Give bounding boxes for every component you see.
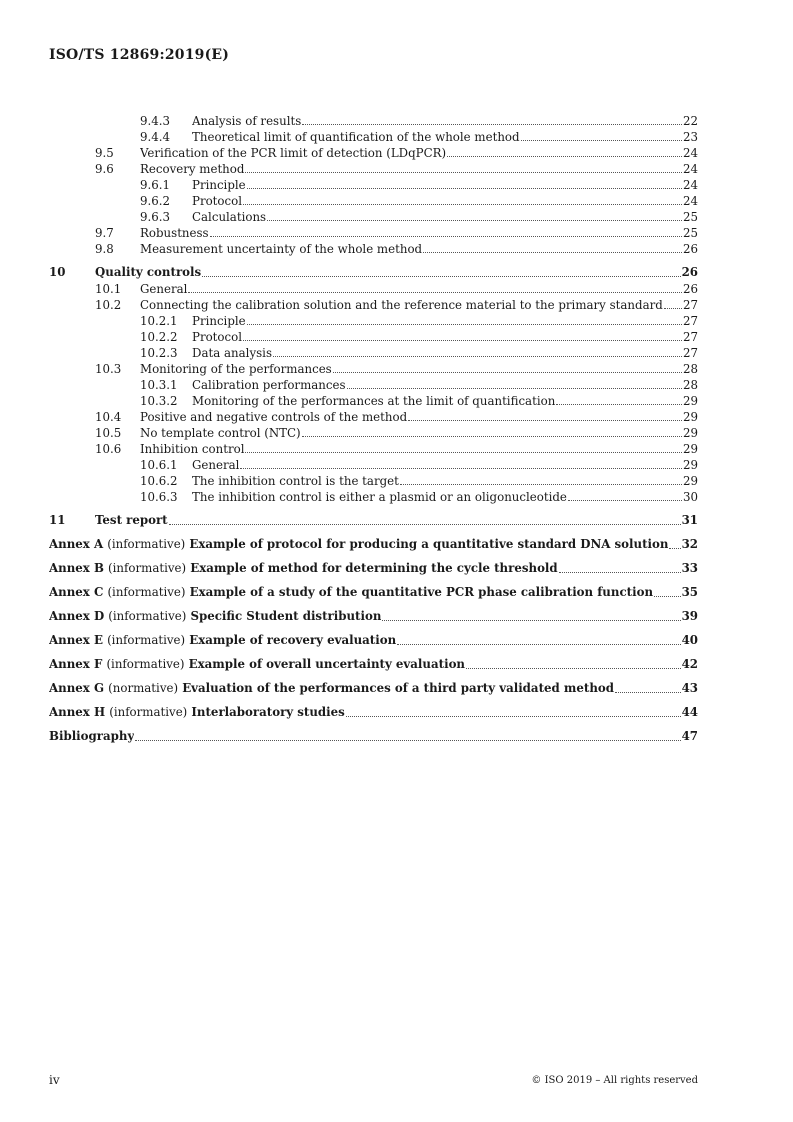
annex-heading <box>49 655 465 673</box>
document-id: ISO/TS 12869:2019(E) <box>49 47 230 63</box>
toc-entry-page: 26 <box>681 265 698 279</box>
annex-heading <box>49 583 653 601</box>
toc-annex[interactable] <box>49 655 698 673</box>
toc-leader-dots <box>273 355 682 357</box>
toc-entry-page: 25 <box>682 226 698 240</box>
toc-entry-page: 31 <box>681 513 698 527</box>
toc-entry-title: Connecting the calibration solution and the reference material to the primary standard <box>140 298 663 312</box>
annex-title: Evaluation of the performances of a third party validated method <box>182 681 615 695</box>
toc-entry-page: 24 <box>682 194 698 208</box>
toc-entry[interactable] <box>49 361 698 377</box>
toc-leader-dots <box>664 307 682 309</box>
toc-entry[interactable] <box>49 441 698 457</box>
toc-leader-dots <box>408 419 682 421</box>
toc-entry-title: No template control (NTC) <box>140 426 301 440</box>
annex-title: Interlaboratory studies <box>191 705 345 719</box>
toc-entry-title: Data analysis <box>192 346 272 360</box>
toc-leader-dots <box>243 339 682 341</box>
toc-annex[interactable] <box>49 631 698 649</box>
toc-entry[interactable] <box>49 297 698 313</box>
toc-entry-number: 9.4.3 <box>140 114 171 128</box>
toc-entry-title: Principle <box>192 314 246 328</box>
bibliography-title: Bibliography <box>49 729 135 743</box>
toc-entry-number: 9.4.4 <box>140 130 171 144</box>
toc-entry[interactable] <box>49 241 698 257</box>
toc-entry-page: 29 <box>682 394 698 408</box>
toc-entry[interactable] <box>49 377 698 393</box>
toc-entry-title: Inhibition control <box>140 442 245 456</box>
toc-entry-page: 22 <box>682 114 698 128</box>
toc-entry-page: 27 <box>682 346 698 360</box>
toc-entry[interactable] <box>49 209 698 225</box>
toc-entry[interactable] <box>49 193 698 209</box>
toc-entry-page: 29 <box>682 458 698 472</box>
toc-annex[interactable] <box>49 703 698 721</box>
annex-heading <box>49 679 614 697</box>
annex-label: Annex D <box>49 609 105 623</box>
toc-entry-title: The inhibition control is the target <box>192 474 399 488</box>
toc-leader-dots <box>240 467 682 469</box>
toc-entry-number: 9.7 <box>95 226 114 240</box>
annex-label: Annex A <box>49 537 104 551</box>
toc-leader-dots <box>135 739 680 741</box>
annex-label: Annex G <box>49 681 105 695</box>
annex-heading <box>49 559 558 577</box>
toc-entry-page: 24 <box>682 162 698 176</box>
toc-entry[interactable] <box>49 145 698 161</box>
toc-entry-page: 26 <box>682 242 698 256</box>
annex-heading <box>49 607 381 625</box>
toc-entry-page: 27 <box>682 330 698 344</box>
toc-entry[interactable] <box>49 281 698 297</box>
toc-entry-number: 10.3.2 <box>140 394 178 408</box>
annex-page: 39 <box>681 609 698 623</box>
page-number: iv <box>49 1073 60 1087</box>
toc-annex[interactable] <box>49 583 698 601</box>
toc-leader-dots <box>247 187 682 189</box>
toc-entry[interactable] <box>49 473 698 489</box>
annex-title: Example of recovery evaluation <box>189 633 397 647</box>
annex-kind: (informative) <box>108 609 187 623</box>
toc-entry-title: Test report <box>95 513 168 527</box>
toc-entry-number: 10.2.3 <box>140 346 178 360</box>
annex-kind: (informative) <box>109 705 188 719</box>
annex-label: Annex B <box>49 561 104 575</box>
toc-entry-title: General <box>192 458 240 472</box>
toc-leader-dots <box>247 323 682 325</box>
toc-entry-number: 10.2.2 <box>140 330 178 344</box>
annex-page: 43 <box>681 681 698 695</box>
toc-entry-number: 10.6.3 <box>140 490 178 504</box>
toc-entry-number: 10.2.1 <box>140 314 178 328</box>
toc-entry-title: Protocol <box>192 330 243 344</box>
annex-page: 33 <box>681 561 698 575</box>
annex-title: Example of a study of the quantitative PCR phase calibration function <box>189 585 654 599</box>
annex-heading <box>49 535 668 553</box>
annex-title: Example of method for determining the cycle threshold <box>190 561 558 575</box>
annex-title: Specific Student distribution <box>190 609 382 623</box>
toc-entry-title: Calibration performances <box>192 378 346 392</box>
toc-entry-page: 30 <box>682 490 698 504</box>
annex-kind: (informative) <box>106 657 185 671</box>
toc-entry-title: Robustness <box>140 226 209 240</box>
annex-kind: (informative) <box>107 633 186 647</box>
toc-entry[interactable] <box>49 313 698 329</box>
toc-entry-page: 27 <box>682 314 698 328</box>
toc-bibliography[interactable] <box>49 727 698 745</box>
annex-page: 35 <box>681 585 698 599</box>
toc-entry-title: Monitoring of the performances <box>140 362 332 376</box>
toc-entry[interactable] <box>49 425 698 441</box>
annex-title: Example of overall uncertainty evaluation <box>188 657 466 671</box>
toc-entry-title: Recovery method <box>140 162 245 176</box>
toc-annex[interactable] <box>49 679 698 697</box>
toc-leader-dots <box>615 691 681 693</box>
toc-entry-title: Measurement uncertainty of the whole method <box>140 242 423 256</box>
annex-kind: (normative) <box>108 681 179 695</box>
toc-leader-dots <box>397 643 680 645</box>
toc-entry-title: Positive and negative controls of the method <box>140 410 408 424</box>
toc-entry[interactable] <box>49 161 698 177</box>
toc-entry-page: 23 <box>682 130 698 144</box>
toc-entry-number: 10.3 <box>95 362 122 376</box>
toc-entry-page: 29 <box>682 442 698 456</box>
toc-leader-dots <box>210 235 682 237</box>
toc-entry[interactable] <box>49 129 698 145</box>
toc-leader-dots <box>669 547 680 549</box>
toc-entry-number: 9.6.2 <box>140 194 171 208</box>
table-of-contents <box>49 113 698 745</box>
toc-entry-number: 10.6 <box>95 442 122 456</box>
annex-label: Annex E <box>49 633 103 647</box>
annex-heading <box>49 703 345 721</box>
toc-entry-number: 10.6.1 <box>140 458 178 472</box>
toc-entry-page: 24 <box>682 146 698 160</box>
toc-entry[interactable] <box>49 225 698 241</box>
toc-entry-page: 28 <box>682 362 698 376</box>
toc-entry[interactable] <box>49 345 698 361</box>
toc-entry-number: 9.8 <box>95 242 114 256</box>
toc-leader-dots <box>188 291 682 293</box>
toc-leader-dots <box>556 403 682 405</box>
toc-entry-page: 28 <box>682 378 698 392</box>
annex-kind: (informative) <box>107 585 186 599</box>
annex-page: 44 <box>681 705 698 719</box>
toc-entry-number: 11 <box>49 513 66 527</box>
toc-leader-dots <box>302 435 682 437</box>
annex-label: Annex C <box>49 585 104 599</box>
toc-clause[interactable] <box>49 511 698 529</box>
toc-entry[interactable] <box>49 113 698 129</box>
toc-leader-dots <box>245 171 682 173</box>
toc-entry-title: Analysis of results <box>192 114 302 128</box>
annex-page: 32 <box>681 537 698 551</box>
toc-entry-number: 10.3.1 <box>140 378 178 392</box>
toc-entry-title: General <box>140 282 188 296</box>
toc-leader-dots <box>169 523 681 525</box>
toc-entry-number: 10.1 <box>95 282 122 296</box>
toc-leader-dots <box>346 715 681 717</box>
toc-entry-page: 29 <box>682 426 698 440</box>
toc-entry-title: Quality controls <box>95 265 202 279</box>
toc-entry[interactable] <box>49 409 698 425</box>
toc-annex[interactable] <box>49 607 698 625</box>
toc-leader-dots <box>382 619 680 621</box>
copyright-notice: © ISO 2019 – All rights reserved <box>531 1075 698 1086</box>
toc-entry-title: Protocol <box>192 194 243 208</box>
toc-leader-dots <box>302 123 682 125</box>
toc-entry-page: 29 <box>682 410 698 424</box>
toc-entry-page: 27 <box>682 298 698 312</box>
annex-kind: (informative) <box>107 537 186 551</box>
annex-label: Annex F <box>49 657 103 671</box>
toc-entry[interactable] <box>49 177 698 193</box>
toc-annex[interactable] <box>49 559 698 577</box>
toc-leader-dots <box>568 499 682 501</box>
toc-entry-page: 29 <box>682 474 698 488</box>
toc-entry-number: 10.6.2 <box>140 474 178 488</box>
toc-entry[interactable] <box>49 329 698 345</box>
toc-entry-title: The inhibition control is either a plasmid or an oligonucleotide <box>192 490 567 504</box>
toc-entry-number: 10 <box>49 265 66 279</box>
toc-entry-page: 26 <box>682 282 698 296</box>
toc-leader-dots <box>466 667 681 669</box>
annex-kind: (informative) <box>108 561 187 575</box>
annex-heading <box>49 631 396 649</box>
toc-entry-number: 10.4 <box>95 410 122 424</box>
toc-leader-dots <box>333 371 682 373</box>
toc-leader-dots <box>447 155 682 157</box>
toc-leader-dots <box>245 451 682 453</box>
toc-entry[interactable] <box>49 457 698 473</box>
toc-entry-number: 9.5 <box>95 146 114 160</box>
toc-leader-dots <box>423 251 682 253</box>
toc-entry[interactable] <box>49 393 698 409</box>
annex-page: 40 <box>681 633 698 647</box>
toc-leader-dots <box>267 219 682 221</box>
bibliography-page: 47 <box>681 729 698 743</box>
toc-entry-title: Principle <box>192 178 246 192</box>
annex-title: Example of protocol for producing a quantitative standard DNA solution <box>189 537 669 551</box>
annex-page: 42 <box>681 657 698 671</box>
toc-leader-dots <box>243 203 682 205</box>
toc-leader-dots <box>521 139 682 141</box>
toc-leader-dots <box>202 275 680 277</box>
toc-entry-number: 10.2 <box>95 298 122 312</box>
toc-entry-title: Calculations <box>192 210 267 224</box>
toc-leader-dots <box>400 483 682 485</box>
toc-entry[interactable] <box>49 489 698 505</box>
toc-entry-title: Theoretical limit of quantification of the whole method <box>192 130 520 144</box>
toc-entry-page: 24 <box>682 178 698 192</box>
toc-entry-number: 9.6.3 <box>140 210 171 224</box>
toc-leader-dots <box>347 387 682 389</box>
toc-entry-title: Monitoring of the performances at the limit of quantification <box>192 394 556 408</box>
toc-clause[interactable] <box>49 263 698 281</box>
toc-entry-number: 9.6 <box>95 162 114 176</box>
toc-leader-dots <box>559 571 681 573</box>
toc-entry-title: Verification of the PCR limit of detection (LDqPCR) <box>140 146 447 160</box>
annex-label: Annex H <box>49 705 106 719</box>
toc-leader-dots <box>654 595 681 597</box>
toc-entry-number: 10.5 <box>95 426 122 440</box>
toc-entry-number: 9.6.1 <box>140 178 171 192</box>
toc-entry-page: 25 <box>682 210 698 224</box>
toc-annex[interactable] <box>49 535 698 553</box>
